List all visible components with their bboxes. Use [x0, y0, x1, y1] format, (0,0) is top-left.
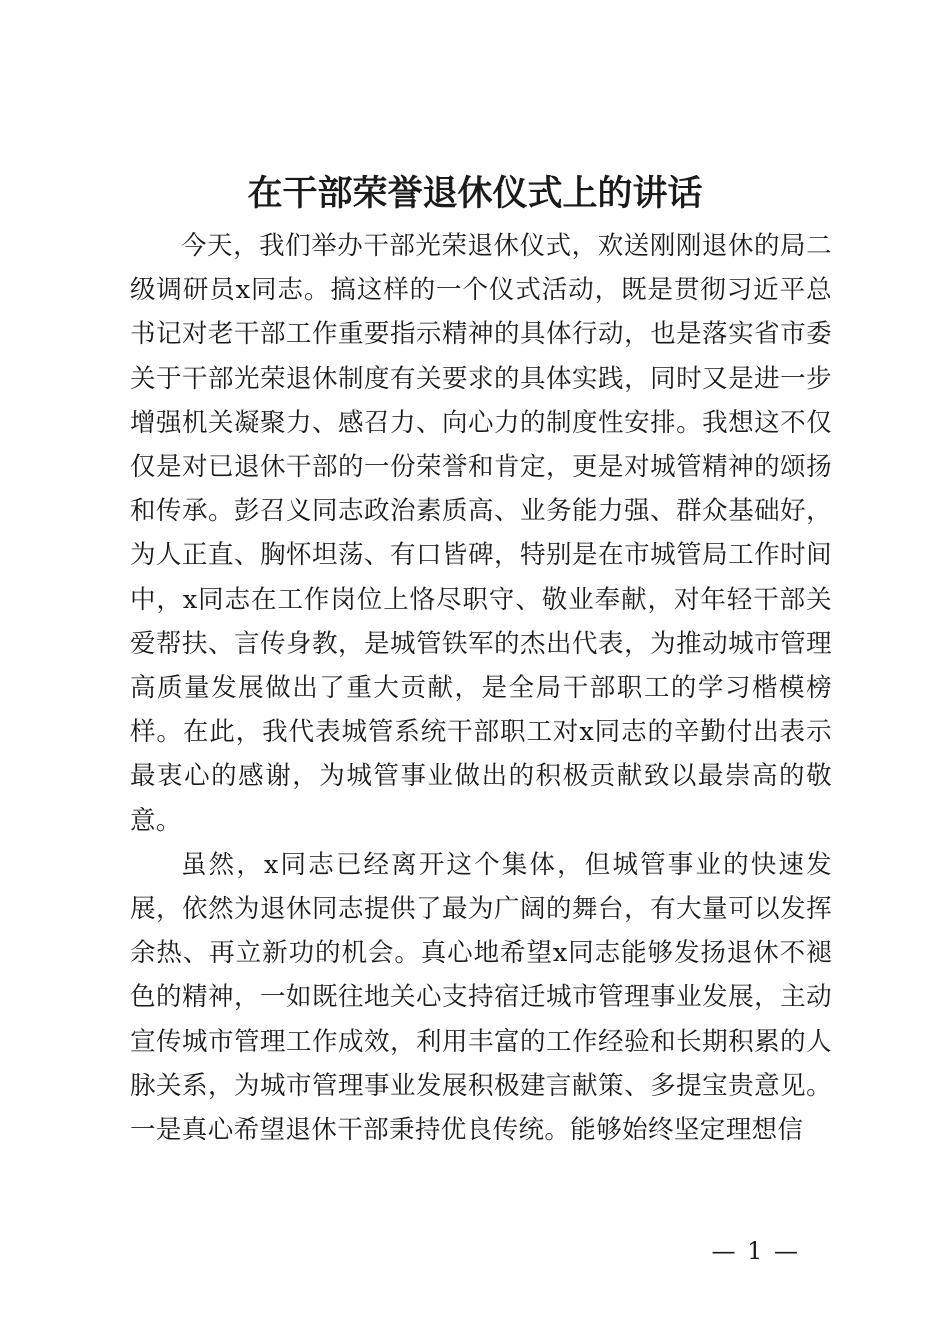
body-paragraph-2: 虽然，x同志已经离开这个集体，但城管事业的快速发展，依然为退休同志提供了最为广阔的舞台，有大量可以发挥余热、再立新功的机会。真心地希望x同志能够发扬退休不褪色的精神，一如既往地关心支持宿迁城市管理事业发展，主动宣传城市管理工作成效，利用丰富的工作经验和长期积累的人脉关系，为城市管理事业发展积极建言献策、多提宝贵意见。一是真心希望退休干部秉持优良传统。能够始终坚定理想信: [130, 849, 832, 1146]
body-paragraph-1: 今天，我们举办干部光荣退休仪式，欢送刚刚退休的局二级调研员x同志。搞这样的一个仪式活动，既是贯彻习近平总书记对老干部工作重要指示精神的具体行动，也是落实省市委关于干部光荣退休制度有关要求的具体实践，同时又是进一步增强机关凝聚力、感召力、向心力的制度性安排。我想这不仅仅是对已退休干部的一份荣誉和肯定，更是对城管精神的颂扬和传承。彭召义同志政治素质高、业务能力强、群众基础好，为人正直、胸怀坦荡、有口皆碑，特别是在市城管局工作时间中，x同志在工作岗位上恪尽职守、敬业奉献，对年轻干部关爱帮扶、言传身教，是城管铁军的杰出代表，为推动城市管理高质量发展做出了重大贡献，是全局干部职工的学习楷模榜样。在此，我代表城管系统干部职工对x同志的辛勤付出表示最衷心的感谢，为城管事业做出的积极贡献致以最崇高的敬意。: [130, 231, 832, 836]
page-number: — 1 —: [711, 1237, 800, 1265]
document-body: [130, 224, 832, 1152]
document-title: 在干部荣誉退休仪式上的讲话: [247, 173, 703, 214]
